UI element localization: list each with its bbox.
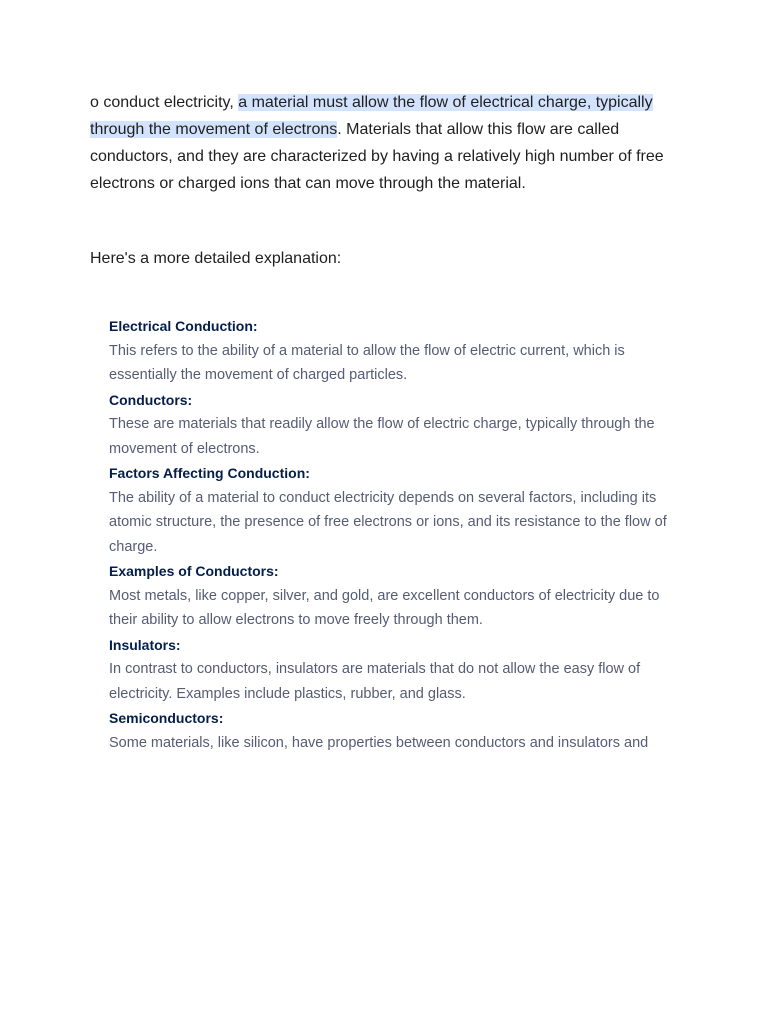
explanation-list	[109, 314, 679, 755]
intro-paragraph	[90, 89, 680, 197]
item-description: These are materials that readily allow the flow of electric charge, typically through the movement of electrons.	[109, 416, 655, 457]
item-term: Examples of Conductors:	[109, 563, 279, 579]
item-description: The ability of a material to conduct electricity depends on several factors, including its atomic structure, the presence of free electrons or ions, and its resistance to the flow of charge.	[109, 489, 667, 555]
item-description: Some materials, like silicon, have properties between conductors and insulators and	[109, 734, 649, 751]
list-item	[109, 314, 679, 388]
item-term: Insulators:	[109, 636, 181, 653]
item-description: This refers to the ability of a material to allow the flow of electric current, which is essentially the movement of charged particles.	[109, 342, 625, 383]
intro-highlighted-text[interactable]: a material must allow the flow of electrical charge, typically through the movement of electrons	[90, 94, 653, 138]
intro-suffix: . Materials that allow this flow are called conductors, and they are characterized by having a relatively high number of free electrons or charged ions that can move through the material.	[90, 121, 664, 192]
item-term: Factors Affecting Conduction:	[109, 465, 310, 481]
item-term: Electrical Conduction:	[109, 318, 258, 334]
detail-subheading: Here's a more detailed explanation:	[90, 250, 342, 267]
list-item	[109, 559, 679, 633]
list-item	[109, 706, 679, 755]
item-term: Semiconductors:	[109, 710, 224, 726]
item-description: In contrast to conductors, insulators are materials that do not allow the easy flow of electricity. Examples include plastics, rubber, and glass.	[109, 661, 641, 702]
item-term: Conductors:	[109, 391, 193, 408]
list-item	[109, 461, 679, 559]
list-item	[109, 633, 679, 707]
list-item	[109, 388, 679, 462]
item-description: Most metals, like copper, silver, and gold, are excellent conductors of electricity due to their ability to allow electrons to move freely through them.	[109, 587, 660, 628]
intro-prefix: o conduct electricity,	[90, 94, 239, 111]
